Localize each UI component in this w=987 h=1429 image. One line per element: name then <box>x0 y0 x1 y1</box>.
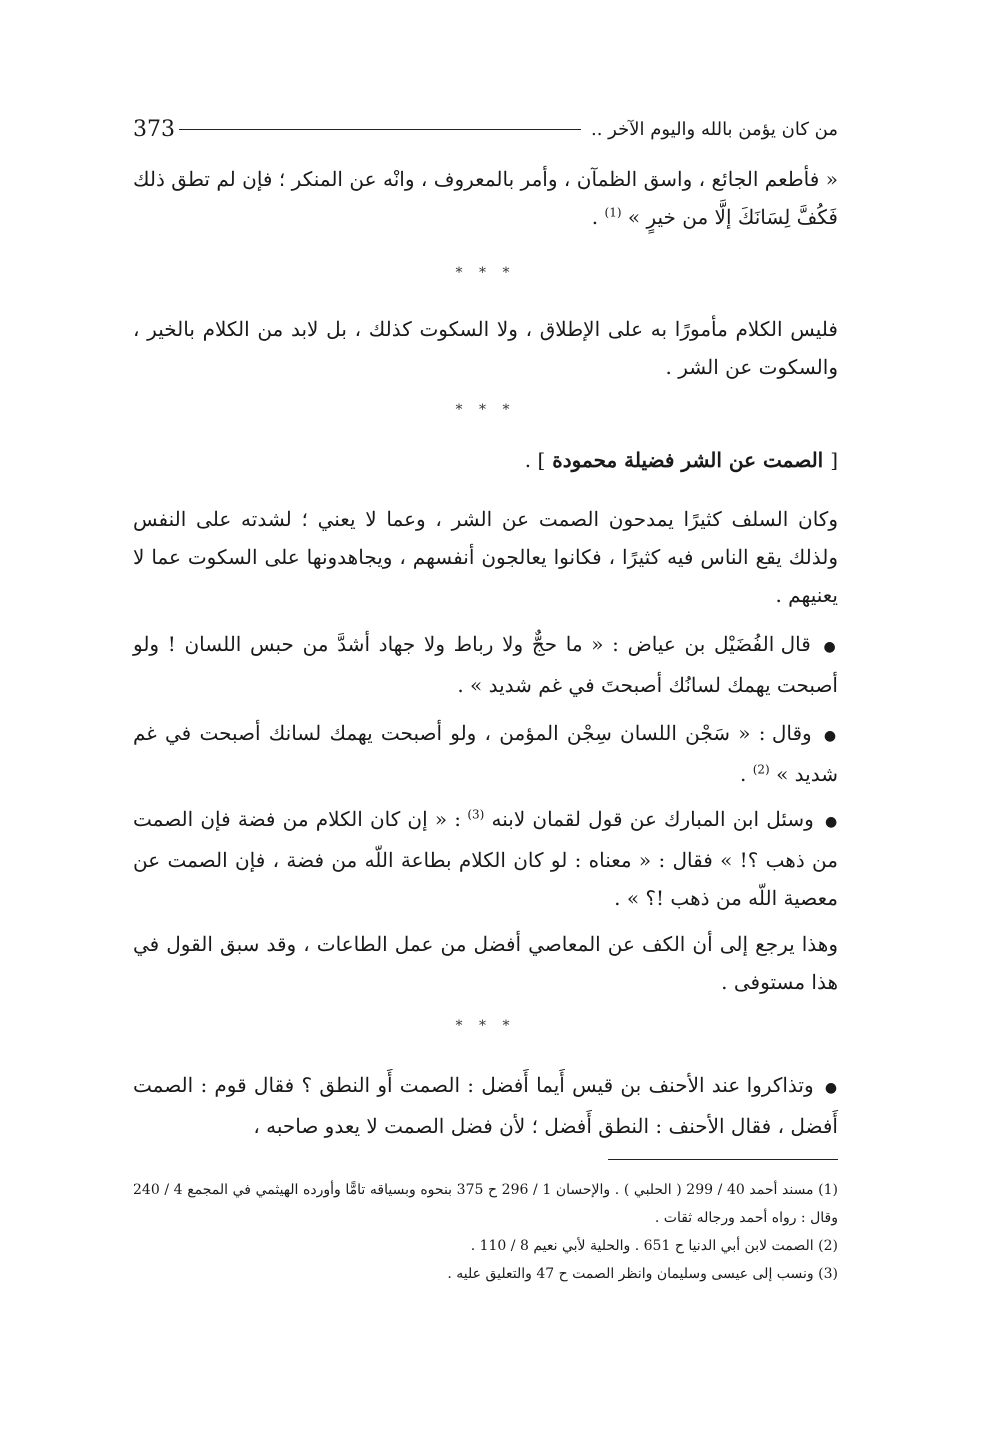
footnote-ref-3: (3) <box>467 807 485 822</box>
paragraph-6-text-b: : « إن كان الكلام من فضة فإن الصمت من ذهب ؟! » فقال : « معناه : لو كان الكلام بطاعة اللّه من فضة ، فإن الصمت عن معصية اللّه من ذهب !؟ » . <box>133 807 838 910</box>
bullet-icon: ● <box>823 728 839 744</box>
footnote-ref-2: (2) <box>752 762 770 777</box>
paragraph-5 <box>133 714 838 793</box>
paragraph-6 <box>133 800 838 917</box>
paragraph-8 <box>133 1066 838 1145</box>
footnote-ref-1: (1) <box>604 205 622 220</box>
paragraph-7-text: وهذا يرجع إلى أن الكف عن المعاصي أفضل من عمل الطاعات ، وقد سبق القول في هذا مستوفى . <box>133 932 838 994</box>
heading-bracket-close: ] . <box>524 448 546 472</box>
footnote-2: (2) الصمت لابن أبي الدنيا ح 651 . والحلية لأبي نعيم 8 / 110 . <box>470 1238 838 1254</box>
bullet-icon: ● <box>823 639 838 655</box>
paragraph-6-text-a: وسئل ابن المبارك عن قول لقمان لابنه <box>491 807 814 831</box>
footnote-rule <box>608 1159 838 1160</box>
page-number: 373 <box>133 116 175 142</box>
paragraph-1-end: . <box>591 205 605 229</box>
footnotes <box>133 1176 838 1288</box>
heading-text: الصمت عن الشر فضيلة محمودة <box>552 448 824 472</box>
paragraph-3 <box>133 500 838 614</box>
paragraph-2 <box>133 310 838 386</box>
paragraph-5-end: . <box>739 762 753 786</box>
paragraph-5-text: وقال : « سَجْن اللسان سِجْن المؤمن ، ولو أصبحت يهمك لسانك أصبحت في غم شديد » <box>133 721 838 786</box>
section-separator-1: * * * <box>455 265 516 281</box>
paragraph-1 <box>133 160 838 236</box>
section-separator-3: * * * <box>455 1018 516 1034</box>
running-header <box>133 112 838 146</box>
paragraph-2-text: فليس الكلام مأمورًا به على الإطلاق ، ولا السكوت كذلك ، بل لابد من الكلام بالخير ، والسكوت عن الشر . <box>133 317 838 379</box>
bullet-icon: ● <box>824 814 839 830</box>
paragraph-1-text: « فأطعم الجائع ، واسق الظمآن ، وأمر بالمعروف ، وانْه عن المنكر ؛ فإن لم تطق ذلك فَكُفَّ لِسَانَكَ إلَّا من خيرٍ » <box>133 167 838 229</box>
section-separator-2: * * * <box>455 402 516 418</box>
footnote-3: (3) ونسب إلى عيسى وسليمان وانظر الصمت ح 47 والتعليق عليه . <box>447 1266 838 1282</box>
paragraph-7 <box>133 925 838 1001</box>
section-heading <box>133 448 838 472</box>
paragraph-3-text: وكان السلف كثيرًا يمدحون الصمت عن الشر ، وعما لا يعني ؛ لشدته على النفس ولذلك يقع الناس فيه كثيرًا ، فكانوا يعالجون أنفسهم ، ويجاهدونها على السكوت عما لا يعنيهم . <box>133 507 838 607</box>
paragraph-4-text: قال الفُضَيْل بن عياض : « ما حجٌّ ولا رباط ولا جهاد أشدَّ من حبس اللسان ! ولو أصبحت يهمك لسانُك أصبحتَ في غم شديد » . <box>133 632 838 697</box>
paragraph-8-text: وتذاكروا عند الأحنف بن قيس أَيما أَفضل : الصمت أَو النطق ؟ فقال قوم : الصمت أَفضل ، فقال الأحنف : النطق أَفضل ؛ لأن فضل الصمت لا يعدو صاحبه ، <box>133 1073 838 1138</box>
header-rule <box>179 129 581 130</box>
bullet-icon: ● <box>824 1080 839 1096</box>
footnote-1: (1) مسند أحمد 40 / 299 ( الحلبي ) . والإحسان 1 / 296 ح 375 بنحوه وبسياقه تامًّا وأورده الهيثمي في المجمع 4 / 240 وقال : رواه أحمد ورجاله ثقات . <box>133 1182 839 1226</box>
running-title: من كان يؤمن بالله واليوم الآخر .. <box>590 118 838 140</box>
paragraph-4 <box>133 625 838 704</box>
heading-bracket-open: [ <box>830 448 838 472</box>
